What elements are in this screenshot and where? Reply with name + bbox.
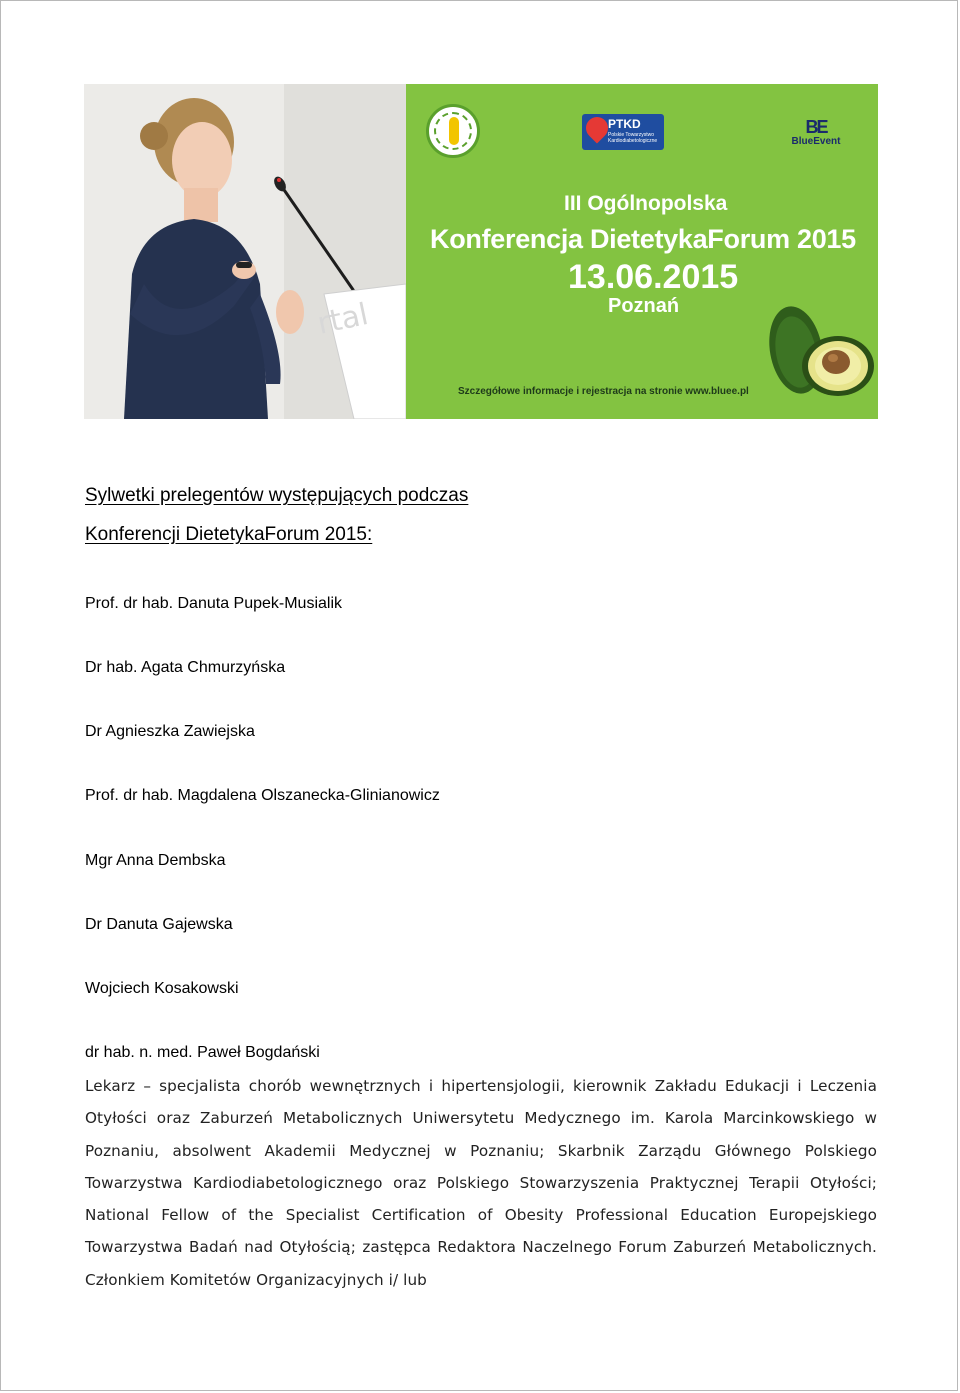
speaker-name: Dr Agnieszka Zawiejska (85, 723, 255, 740)
section-heading-line1: Sylwetki prelegentów występujących podczas (85, 485, 469, 506)
speaker-name: Dr hab. Agata Chmurzyńska (85, 659, 286, 676)
banner-title-line2: Konferencja DietetykaForum 2015 (430, 224, 856, 254)
blueevent-logo (778, 118, 854, 148)
association-logo-icon (426, 104, 480, 158)
speaker-name: Dr Danuta Gajewska (85, 916, 233, 933)
banner-title-line1: III Ogólnopolska (564, 192, 728, 215)
conference-banner (84, 84, 878, 419)
speaker-photo (84, 84, 406, 419)
banner-green-panel (406, 84, 878, 419)
avocado-icon (766, 300, 878, 400)
banner-info-text: Szczegółowe informacje i rejestracja na stronie www.bluee.pl (458, 386, 749, 397)
ptkd-logo-text: PTKD (608, 117, 641, 131)
ptkd-logo-subtitle: Polskie Towarzystwo Kardiodiabetologiczne (608, 132, 658, 144)
speaker-name: Prof. dr hab. Danuta Pupek-Musialik (85, 595, 343, 612)
svg-text:rtal: rtal (314, 297, 372, 342)
speaker-illustration (84, 84, 406, 419)
section-heading-line2: Konferencji DietetykaForum 2015: (85, 524, 373, 545)
speaker-name: Wojciech Kosakowski (85, 980, 239, 997)
speaker-bio-paragraph: Lekarz – specjalista chorób wewnętrznych i hipertensjologii, kierownik Zakładu Edukacji i Leczenia Otyłości oraz Zaburzeń Metabolicznych Uniwersytetu Medycznego im. Karola Marcinkowskiego w Poznaniu, absolwent Akademii Medycznej w Poznaniu; Skarbnik Zarządu Głównego Polskiego Towarzystwa Kardiodiabetologicznego oraz Polskiego Stowarzyszenia Praktycznej Terapii Otyłości; National Fellow of the Specialist Certification of Obesity Professional Education Europejskiego Towarzystwa Badań nad Otyłością; zastępca Redaktora Naczelnego Forum Zaburzeń Metabolicznych. Członkiem Komitetów Organizacyjnych i/ lub (85, 1077, 877, 1289)
speaker-name: Prof. dr hab. Magdalena Olszanecka-Glinianowicz (85, 787, 440, 804)
blueevent-name: BlueEvent (791, 136, 841, 147)
speaker-name: Mgr Anna Dembska (85, 852, 226, 869)
banner-date: 13.06.2015 (568, 258, 739, 296)
speaker-name-bogdanski: dr hab. n. med. Paweł Bogdański (85, 1044, 320, 1061)
ptkd-logo (582, 114, 664, 150)
banner-city: Poznań (608, 295, 680, 317)
blueevent-mark-icon: BE (805, 117, 827, 137)
